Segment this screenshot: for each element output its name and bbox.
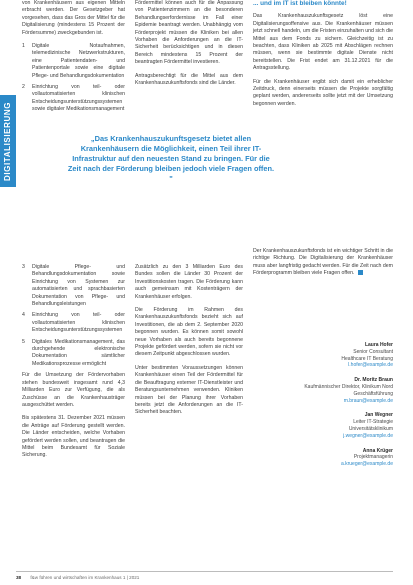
author-email[interactable]: l.hofer@example.de [348,362,393,369]
author-role: Kaufmännischer Direktor, Klinikum Nord [304,383,393,390]
author-name: Anna Krüger [362,447,393,454]
section-tab [0,95,16,187]
page-number: 38 [16,575,22,580]
author-block [253,412,393,439]
paragraph: Für die Krankenhäuser ergibt sich damit ein erheblicher Zeitdruck, denn einerseits müssen die Projekte sorgfältig geplant werden, andererseits sollte jetzt mit der Umsetzung begonnen werden. [253,78,393,107]
section-tab-label: DIGITALISIERUNG [3,101,13,181]
paragraph: Der Krankenhauszukunftsfonds ist ein wichtiger Schritt in die richtige Richtung. Die Digitalisierung der Krankenhäuser muss aber langfristig gedacht werden. Für die Zeit nach dem Förderprogramm bleiben viele Fragen offen. [253,248,393,277]
author-org: Universitätsklinikum [348,425,393,432]
author-name: Dr. Moritz Braun [354,377,393,384]
author-org: Healthcare IT Beratung [341,355,393,362]
column-1-bottom [22,264,125,466]
list-item: 2 Einrichtung von teil- oder vollautomatisierten klinischen Entscheidungsunterstützungssystemen sowie digitaler Medikationsmanagement [22,84,125,113]
list-item: 3 Digitale Pflege- und Behandlungsdokumentation sowie Einrichtung von Systemen zur automatisierten und sprachbasierten Dokumentation von Pflege- und Behandlungsleistungen [22,264,125,308]
author-role: Projektmanagerin [353,454,393,461]
column-3-bottom [253,248,393,284]
author-block [253,377,393,404]
paragraph: Fördermittel können auch für die Anpassung von Patientenzimmern an die besonderen Behandlungserfordernisse im Fall einer Epidemie beantragt werden. Unabhängig vom Förderprojekt müssen die Kliniken bei allen Vorhaben die Anforderungen an die IT-Sicherheit berücksichtigen und in diesen Bereich mindestens 15 Prozent der beantragten Fördermittel investieren. [135,0,243,66]
author-org: Geschäftsführung [353,390,393,397]
paragraph: Für die Umsetzung der Fördervorhaben stehen bundesweit insgesamt rund 4,3 Milliarden Euro zur Verfügung, die als Zuschüsse an die Krankenhausträger ausgeschüttet werden. [22,372,125,408]
footer-divider [16,571,393,572]
paragraph: Antragsberechtigt für die Mittel aus dem Krankenhauszukunftsfonds sind die Länder. [135,72,243,87]
paragraph: Das Krankenhauszukunftsgesetz löst eine Digitalisierungsoffensive aus. Die Krankenhäuser müssen jetzt schnell handeln, um die Fristen einzuhalten und sich die Mittel aus dem Fonds zu sichern. Gleichzeitig ist zu beachten, dass Kliniken ab 2025 mit Abschlägen rechnen müssen, wenn sie bestimmte digitale Dienste nicht bereitstellen. Die Frist endet am 31.12.2021 für die Antragsstellung. [253,13,393,72]
section-heading: ... und im IT ist bleiben könnte! [253,0,347,7]
author-role: Senior Consultant [353,348,393,355]
paragraph: Bis spätestens 31. Dezember 2021 müssen die Anträge auf Förderung gestellt werden. Die Länder entscheiden, welche Vorhaben gefördert werden sollen, und beantragen die Mittel beim Bundesamt für Soziale Sicherung. [22,415,125,459]
author-email[interactable]: j.wegner@example.de [343,432,393,439]
author-role: Leiter IT-Strategie [353,419,393,426]
paragraph: Die Förderung im Rahmen des Krankenhauszukunftsfonds bezieht sich auf Investitionen, die ab dem 2. September 2020 begonnen wurden. Es können somit sowohl neue Vorhaben als auch bereits begonnene Projekte gefördert werden, sofern sie nicht vor diesem Zeitpunkt abgeschlossen wurden. [135,307,243,358]
author-block [253,342,393,369]
author-email[interactable]: a.krueger@example.de [340,461,393,468]
column-3-top [253,0,393,114]
pull-quote [60,128,282,190]
publication-line: f&w führen und wirtschaften im Krankenhaus 1 | 2021 [30,575,140,580]
author-name: Jan Wegner [364,412,393,419]
pull-quote-text: „Das Krankenhauszukunftsgesetz bietet allen Krankenhäusern die Möglichkeit, einen Teil ihrer IT-Infrastruktur auf den neuesten Stand zu bringen. Für die Zeit nach der Förderung bleiben jedoch viele Fragen offen. " [67,134,275,183]
list-item: 5 Digitales Medikationsmanagement, das durchgehende elektronische Dokumentation sämtlicher Medikationsprozesse ermöglicht [22,338,125,367]
author-credits [253,342,393,476]
author-email[interactable]: m.braun@example.de [343,397,393,404]
column-2-top [135,0,243,93]
paragraph: von Krankenhäusern aus eigenen Mitteln erbracht werden. Der Gesetzgeber hat vorgesehen, dass das Gros der Mittel für die Digitalisierung (mindestens 15 Prozent der Fördersumme) zweckgebunden ist. [22,0,125,36]
list-item: 4 Einrichtung von teil- oder vollautomatisierten klinischen Entscheidungsunterstützungssystemen [22,312,125,334]
list-item: 1 Digitale Notaufnahmen, telemedizinische Netzwerkstrukturen, eine Patientendaten- und Patientenportale sowie eine digitale Pflege- und Behandlungsdokumentation [22,43,125,79]
column-2-bottom [135,264,243,423]
paragraph: Unter bestimmten Voraussetzungen können Krankenhäuser einen Teil der Fördermittel für die Beauftragung externer IT-Dienstleister und Beratungsunternehmen verwenden. Kliniken müssen bei der Planung ihrer Vorhaben bereits jetzt die Anforderungen an die IT-Sicherheit beachten. [135,364,243,416]
article-end-mark-icon [358,270,363,275]
paragraph: Zusätzlich zu den 3 Milliarden Euro des Bundes sollen die Länder 30 Prozent der Investitionskosten tragen. Die Förderung kann auch gemeinsam mit Kostenträgern der Krankenhäuser erfolgen. [135,264,243,300]
author-block [253,448,393,468]
page-footer [16,574,396,582]
column-1-top [22,0,125,118]
author-name: Laura Hofer [364,342,393,348]
